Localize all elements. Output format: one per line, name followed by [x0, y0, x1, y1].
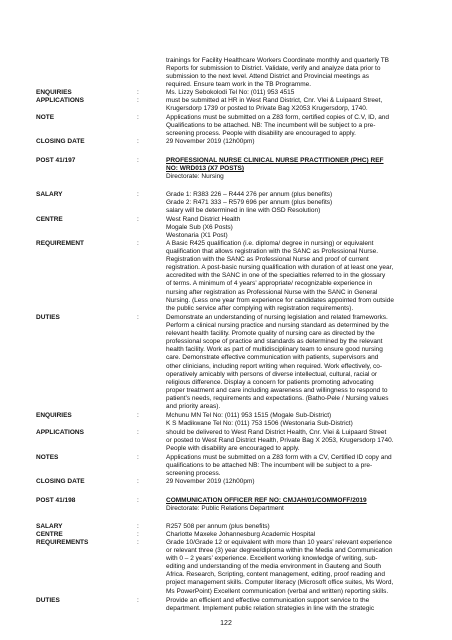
centre-198-text: Charlotte Maxeke Johannesburg Academic Hospital — [166, 531, 316, 538]
centre-197-text: West Rand District Health Mogale Sub (X6 Posts) Westonaria (X1 Post) — [166, 216, 241, 240]
closing-date-197-text: 29 November 2019 (12h00pm) — [166, 478, 255, 485]
applications-row: APPLICATIONS : — [36, 97, 139, 104]
post-198-row: POST 41/198 : — [36, 497, 139, 504]
closing-date-text: 29 November 2019 (12h00pm) — [166, 138, 255, 145]
requirements-198-row: REQUIREMENTS : — [36, 539, 139, 546]
applications-text: must be submitted at HR in West Rand District, Cnr. Vlei & Luipaard Street, Krugersdorp 1739 or posted to Private Bag X2053 Krugersdorp, 1740. — [166, 97, 383, 113]
salary-198-text: R257 508 per annum (plus benefits) — [166, 523, 270, 530]
duties-197-text: Demonstrate an understanding of nursing legislation and related frameworks. Perform a clinical nursing practice and nursing standard as determined by the relevant health facility. Promote quality of nursing care as directed by the professional scope of practice and standards as determined by the relevant health facility. Work as part of multidisciplinary team to ensure good nursing care. Demonstrate effective communication with patients, supervisors and other clinicians, including report writing when required. Work effectively, co- operatively amicably with persons of diverse intellectual, cultural, racial or religious difference. Display a concern for patients promoting advocating proper treatment and care including awareness and willingness to respond to patient’s needs, requirements and expectations. (Batho-Pele / Nursing values and priority areas). — [166, 314, 389, 411]
notes-197-row: NOTES : — [36, 454, 139, 461]
note-text: Applications must be submitted on a Z83 form, certified copies of C.V, ID, and Qualifications to be attached. NB: The incumbent will be subject to a pre- screening process. People with disability are encouraged to apply. — [166, 114, 390, 138]
notes-197-text: Applications must be submitted on a Z83 form with a CV, Certified ID copy and qualifications to be attached NB: The incumbent will be subject to a pre- screening process. — [166, 454, 392, 478]
closing-date-197-row: CLOSING DATE : — [36, 478, 139, 485]
applications-197-row: APPLICATIONS : — [36, 429, 139, 436]
page-number: 122 — [220, 620, 232, 627]
post-198-title: COMMUNICATION OFFICER REF NO: CMJAH/01/COMMOFF/2019 — [166, 497, 367, 504]
duties-198-text: Provide an efficient and effective communication support service to the department. Implement public relation strategies in line with the strategic — [166, 597, 375, 613]
centre-197-row: CENTRE : — [36, 216, 139, 223]
intro-paragraph: trainings for Facility Healthcare Workers Coordinate monthly and quarterly TB Reports for submission to District. Validate, verify and analyze data prior to submission to the next level. Attend District and Provincial meetings as required. Ensure team work in the TB Programme. — [166, 57, 390, 89]
post-198-directorate: Directorate: Public Relations Department — [166, 505, 284, 512]
enquiries-row: ENQUIRIES : — [36, 89, 139, 96]
requirement-197-text: A Basic R425 qualification (i.e. diploma/ degree in nursing) or equivalent qualification that allows registration with the SANC as Professional Nurse. Registration with the SANC as Professional Nurse and proof of current registration. A post-basic nursing qualification with duration of at least one year, accredited with the SANC in one of the specialties referred to in the glossary of terms. A minimum of 4 years’ appropriate/ recognizable experience in nursing after registration as Professional Nurse with the SANC in General Nursing. (Less one year from experience for candidates appointed from outside the public service after complying with registration requirements). — [166, 240, 394, 312]
post-197-directorate: Directorate: Nursing — [166, 173, 224, 180]
requirement-197-row: REQUIREMENT : — [36, 240, 139, 247]
closing-date-row: CLOSING DATE : — [36, 138, 139, 145]
duties-198-row: DUTIES : — [36, 597, 139, 604]
requirements-198-text: Grade 10/Grade 12 or equivalent with more than 10 years’ relevant experience or relevant three (3) year degree/diploma within the Media and Communication with 0 – 2 years’ experience. Excellent working knowledge of writing, sub- editing and understanding of the media environment in Gauteng and South Africa. Research, Scripting, content management, editing, proof reading and project management skills. Computer literacy (Microsoft office suites, Ms Word, Ms PowerPoint) Excellent communication (verbal and written) reporting skills. — [166, 539, 394, 595]
post-197-title: PROFESSIONAL NURSE CLINICAL NURSE PRACTITIONER (PHC) REF NO: WRD013 (X7 POSTS) — [166, 157, 384, 172]
post-197-row: POST 41/197 : — [36, 157, 139, 164]
applications-197-text: should be delivered to West Rand District Health, Cnr. Vlei & Luipaard Street or posted to West Rand District Health, Private Bag X 2053, Krugersdorp 1740. People with disability are encouraged to apply. — [166, 429, 394, 453]
enquiries-197-text: Mchunu MN Tel No: (011) 953 1515 (Mogale Sub-District) K S Madikwane Tel No: (011) 753 1506 (Westonaria Sub-District) — [166, 412, 353, 428]
salary-197-text: Grade 1: R383 226 – R444 276 per annum (plus benefits) Grade 2: R471 333 – R579 696 per annum (plus benefits) salary will be determined in line with OSD Resolution) — [166, 191, 333, 215]
note-row: NOTE : — [36, 114, 139, 121]
duties-197-row: DUTIES : — [36, 314, 139, 321]
salary-198-row: SALARY : — [36, 523, 139, 530]
salary-197-row: SALARY : — [36, 191, 139, 198]
enquiries-197-row: ENQUIRIES : — [36, 412, 139, 419]
centre-198-row: CENTRE : — [36, 531, 139, 538]
enquiries-text: Ms. Lizzy Sebokolodi Tel No: (011) 953 4515 — [166, 89, 295, 96]
